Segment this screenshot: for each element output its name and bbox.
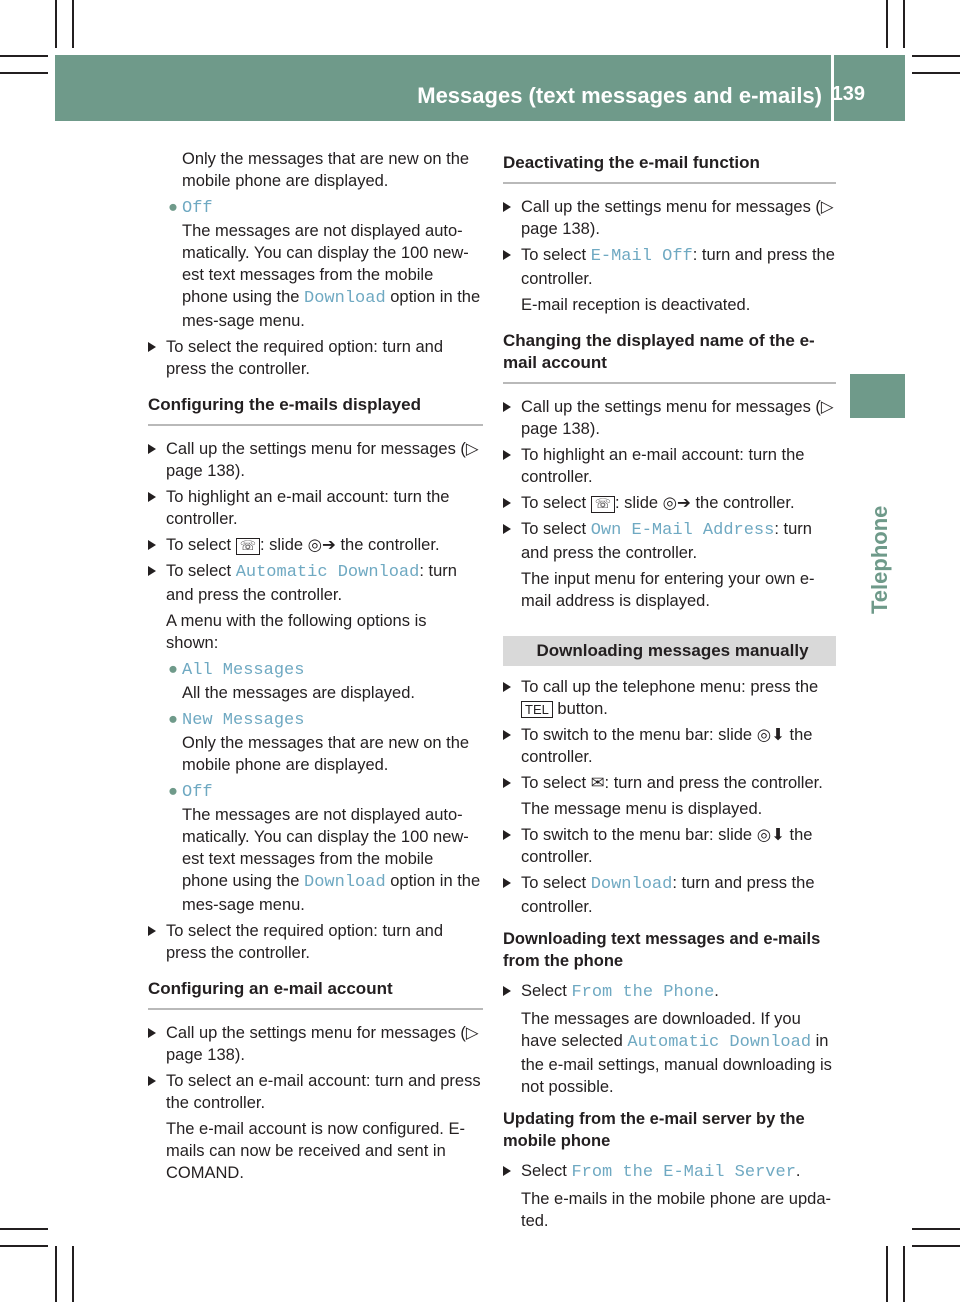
text: Select [521, 982, 572, 1000]
right-column [503, 148, 836, 1232]
arrow-marker [503, 878, 511, 888]
option-download: Download [590, 875, 673, 894]
text: The messages are not displayed auto-matically. You can display the 100 new-est text messages from the mobile phone using the [182, 222, 469, 306]
arrow-marker [503, 498, 511, 508]
section-label: Telephone [867, 505, 892, 614]
step-text: To select an e-mail account: turn and press the controller. [166, 1072, 481, 1112]
paragraph: Only the messages that are new on the mobile phone are displayed. [182, 734, 470, 774]
header-title: Messages (text messages and e-mails) [417, 83, 822, 108]
text: : slide [259, 536, 308, 554]
text: . [795, 1162, 801, 1180]
option-from-email-server: From the E-Mail Server [571, 1163, 796, 1182]
step-text: Call up the settings menu for messages (▷ page 138). [521, 198, 834, 238]
crop-mark [903, 1246, 905, 1302]
crop-mark [886, 1246, 888, 1302]
step [503, 492, 836, 514]
text: To switch to the menu bar: slide [521, 726, 757, 744]
text: the controller. [690, 494, 795, 512]
text: the controller. [521, 726, 813, 766]
text: the controller. [521, 826, 813, 866]
option-off: Off [182, 783, 213, 802]
bullet: ● [168, 198, 178, 216]
text: option in the mes-sage menu. [182, 872, 481, 914]
option-automatic-download: Automatic Download [627, 1033, 812, 1052]
crop-mark [903, 0, 905, 48]
option-all-messages: All Messages [182, 661, 305, 680]
step-text: To select the required option: turn and press the controller. [166, 922, 444, 962]
step [148, 560, 483, 606]
arrow-marker [148, 342, 156, 352]
paragraph: The input menu for entering your own e-mail address is displayed. [521, 570, 815, 610]
text: To select [521, 246, 591, 264]
step [503, 824, 836, 868]
crop-mark [72, 0, 74, 48]
list-item [148, 658, 483, 682]
section-heading: Configuring an e-mail account [148, 978, 483, 1010]
paragraph: A menu with the following options is shown: [166, 612, 427, 652]
text: : turn and press the controller. [521, 520, 812, 562]
arrow-marker [148, 926, 156, 936]
arrow-marker [148, 540, 156, 550]
step [148, 1070, 483, 1114]
phone-settings-icon: ☏ [236, 538, 260, 555]
controller-slide-right-icon: ◎➔ [662, 493, 691, 512]
arrow-marker [503, 250, 511, 260]
crop-mark [0, 55, 48, 57]
arrow-marker [503, 202, 511, 212]
step [503, 724, 836, 768]
section-heading: Changing the displayed name of the e-mail account [503, 330, 836, 384]
step [148, 336, 483, 380]
list-item [148, 780, 483, 804]
text: The messages are downloaded. If you have selected [521, 1010, 801, 1050]
arrow-marker [503, 402, 511, 412]
option-new-messages: New Messages [182, 711, 305, 730]
step-text: Call up the settings menu for messages (▷ page 138). [166, 1024, 479, 1064]
option-download: Download [304, 873, 386, 892]
arrow-marker [503, 1166, 511, 1176]
text: To select [521, 874, 591, 892]
step [503, 444, 836, 488]
step [148, 534, 483, 556]
step-text: To select the required option: turn and press the controller. [166, 338, 444, 378]
text: option in the mes-sage menu. [182, 288, 481, 330]
envelope-icon: ✉ [590, 773, 605, 792]
bullet: ● [168, 710, 178, 728]
text: . [714, 982, 719, 1000]
paragraph: The message menu is displayed. [521, 800, 763, 818]
text: : slide [614, 494, 663, 512]
step-text: To highlight an e-mail account: turn the controller. [166, 488, 450, 528]
phone-settings-icon: ☏ [591, 496, 615, 513]
step [503, 244, 836, 290]
text: the controller. [335, 536, 440, 554]
arrow-marker [503, 524, 511, 534]
option-email-off: E-Mail Off [590, 247, 693, 266]
option-automatic-download: Automatic Download [235, 563, 420, 582]
text: To select [521, 494, 591, 512]
arrow-marker [148, 492, 156, 502]
arrow-marker [503, 830, 511, 840]
text: To switch to the menu bar: slide [521, 826, 757, 844]
text: To select [521, 774, 591, 792]
subheading: Updating from the e-mail server by the mobile phone [503, 1110, 805, 1150]
text: Select [521, 1162, 572, 1180]
crop-mark [72, 1246, 74, 1302]
paragraph [148, 804, 483, 916]
step [148, 438, 483, 482]
step [503, 676, 836, 720]
section-tab [850, 374, 905, 418]
step [503, 980, 836, 1004]
bullet: ● [168, 782, 178, 800]
arrow-marker [503, 986, 511, 996]
step [503, 396, 836, 440]
arrow-marker [148, 1028, 156, 1038]
page-number: 139 [831, 83, 865, 105]
option-download: Download [304, 289, 386, 308]
bullet: ● [168, 660, 178, 678]
crop-mark [912, 1228, 960, 1230]
section-heading-box: Downloading messages manually [503, 636, 836, 666]
arrow-marker [148, 1076, 156, 1086]
section-heading: Deactivating the e-mail function [503, 152, 836, 184]
crop-mark [0, 1228, 48, 1230]
crop-mark [912, 55, 960, 57]
arrow-marker [503, 778, 511, 788]
crop-mark [55, 0, 57, 48]
list-item [148, 708, 483, 732]
crop-mark [912, 72, 960, 74]
arrow-marker [148, 444, 156, 454]
controller-slide-down-icon: ◎⬇ [756, 825, 785, 844]
step [503, 772, 836, 794]
text: : turn and press the controller. [521, 874, 815, 916]
arrow-marker [503, 450, 511, 460]
option-own-email-address: Own E-Mail Address [590, 521, 775, 540]
tel-button-icon: TEL [521, 701, 553, 718]
text: : turn and press the controller. [604, 774, 823, 792]
section-heading: Configuring the e-mails displayed [148, 394, 483, 426]
paragraph: The e-mails in the mobile phone are upda-ted. [521, 1190, 832, 1230]
controller-slide-down-icon: ◎⬇ [756, 725, 785, 744]
arrow-marker [503, 730, 511, 740]
text: To call up the telephone menu: press the [521, 678, 819, 696]
paragraph [148, 220, 483, 332]
paragraph: All the messages are displayed. [182, 684, 415, 702]
text: The messages are not displayed auto-matically. You can display the 100 new-est text messages from the mobile phone using the [182, 806, 469, 890]
text: button. [552, 700, 608, 718]
step [503, 1160, 836, 1184]
crop-mark [886, 0, 888, 48]
step [148, 486, 483, 530]
text: in the e-mail settings, manual downloading is not possible. [521, 1032, 832, 1096]
arrow-marker [503, 682, 511, 692]
step [503, 872, 836, 918]
text: To select [166, 562, 236, 580]
text: : turn and press the controller. [166, 562, 457, 604]
step-text: Call up the settings menu for messages (▷ page 138). [521, 398, 834, 438]
option-off: Off [182, 199, 213, 218]
step [148, 1022, 483, 1066]
text: : turn and press the controller. [521, 246, 835, 288]
crop-mark [55, 1246, 57, 1302]
crop-mark [912, 1245, 960, 1247]
left-column [148, 148, 483, 1184]
step [503, 196, 836, 240]
page-header [55, 55, 905, 121]
step-text: Call up the settings menu for messages (▷ page 138). [166, 440, 479, 480]
crop-mark [0, 1245, 48, 1247]
step-text: To highlight an e-mail account: turn the controller. [521, 446, 805, 486]
crop-mark [0, 72, 48, 74]
arrow-marker [148, 566, 156, 576]
text: To select [521, 520, 591, 538]
option-from-the-phone: From the Phone [571, 983, 715, 1002]
subheading: Downloading text messages and e-mails from the phone [503, 930, 821, 970]
list-item [148, 196, 483, 220]
paragraph: E-mail reception is deactivated. [521, 296, 751, 314]
step [148, 920, 483, 964]
paragraph: Only the messages that are new on the mobile phone are displayed. [182, 150, 470, 190]
text: To select [166, 536, 236, 554]
paragraph [503, 1008, 836, 1098]
step [503, 518, 836, 564]
paragraph: The e-mail account is now configured. E-mails can now be received and sent in COMAND. [166, 1120, 465, 1182]
controller-slide-right-icon: ◎➔ [307, 535, 336, 554]
